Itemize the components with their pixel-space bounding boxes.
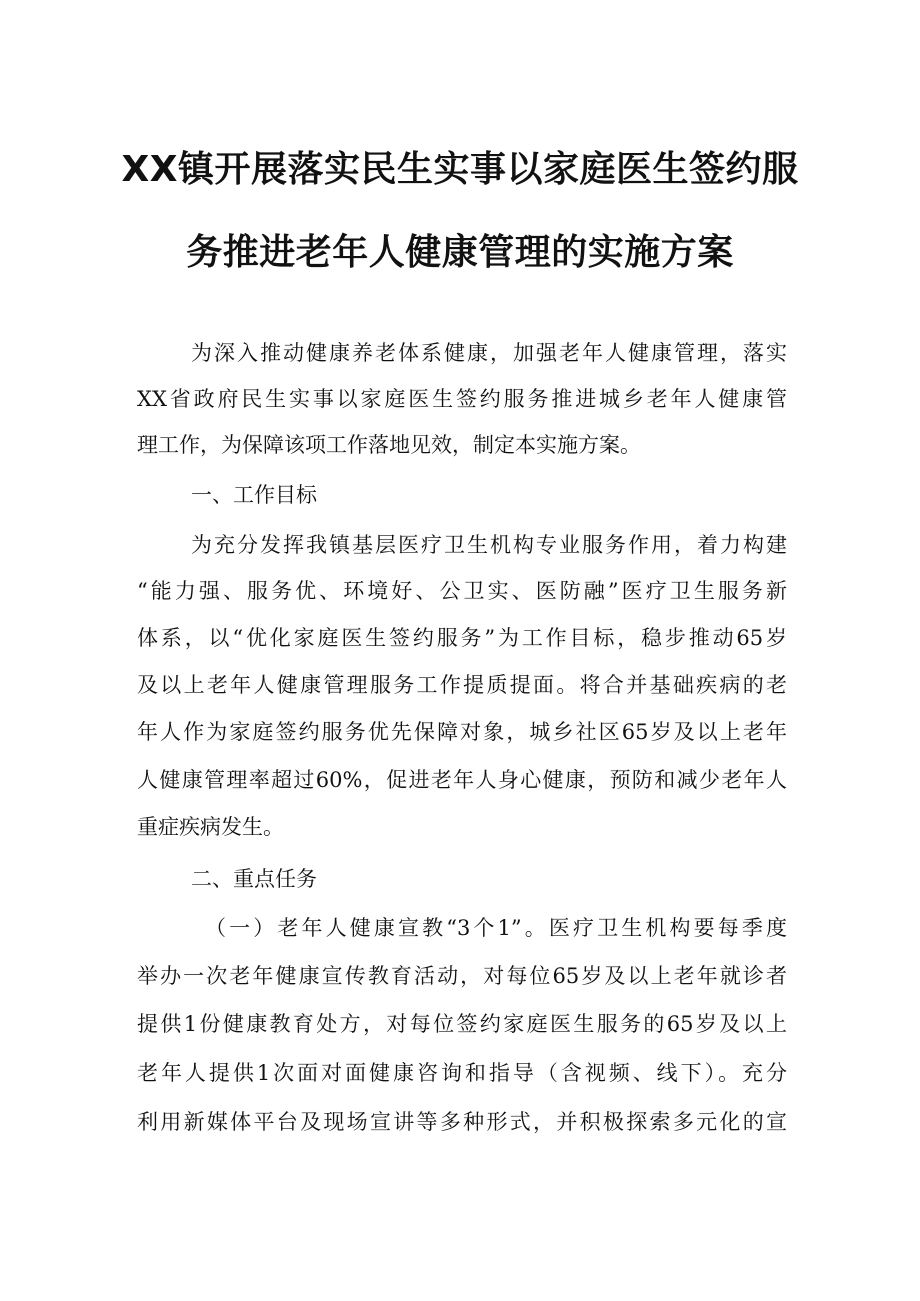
goals-paragraph-line: “能力强、服务优、环境好、公卫实、医防融”医疗卫生服务新	[137, 579, 787, 603]
tasks-paragraph-line: （一）老年人健康宣教“3个1”。医疗卫生机构要每季度	[205, 916, 787, 940]
goals-paragraph-line: 人健康管理率超过60%，促进老年人身心健康，预防和减少老年人	[137, 768, 787, 792]
section-heading-tasks: 二、重点任务	[191, 867, 317, 891]
goals-paragraph-line: 重症疾病发生。	[137, 815, 284, 839]
goals-paragraph-line: 年人作为家庭签约服务优先保障对象，城乡社区65岁及以上老年	[137, 720, 787, 744]
goals-paragraph-line: 体系，以“优化家庭医生签约服务”为工作目标，稳步推动65岁	[137, 626, 787, 650]
tasks-paragraph-line: 提供1份健康教育处方，对每位签约家庭医生服务的65岁及以上	[137, 1012, 787, 1036]
tasks-paragraph-line: 利用新媒体平台及现场宣讲等多种形式，并积极探索多元化的宣	[137, 1110, 787, 1134]
intro-paragraph-line: 为深入推动健康养老体系健康，加强老年人健康管理，落实	[191, 341, 787, 365]
tasks-paragraph-line: 举办一次老年健康宣传教育活动，对每位65岁及以上老年就诊者	[137, 964, 787, 988]
goals-paragraph-line: 及以上老年人健康管理服务工作提质提面。将合并基础疾病的老	[137, 673, 787, 697]
section-heading-goals: 一、工作目标	[191, 483, 317, 507]
intro-paragraph-line: XX省政府民生实事以家庭医生签约服务推进城乡老年人健康管	[137, 387, 787, 411]
document-title-line-2: 务推进老年人健康管理的实施方案	[186, 232, 734, 273]
tasks-paragraph-line: 老年人提供1次面对面健康咨询和指导（含视频、线下）。充分	[137, 1061, 787, 1085]
intro-paragraph-line: 理工作，为保障该项工作落地见效，制定本实施方案。	[137, 433, 641, 457]
document-title-line-1: XX镇开展落实民生实事以家庭医生签约服	[121, 149, 799, 190]
goals-paragraph-line: 为充分发挥我镇基层医疗卫生机构专业服务作用，着力构建	[191, 533, 787, 557]
